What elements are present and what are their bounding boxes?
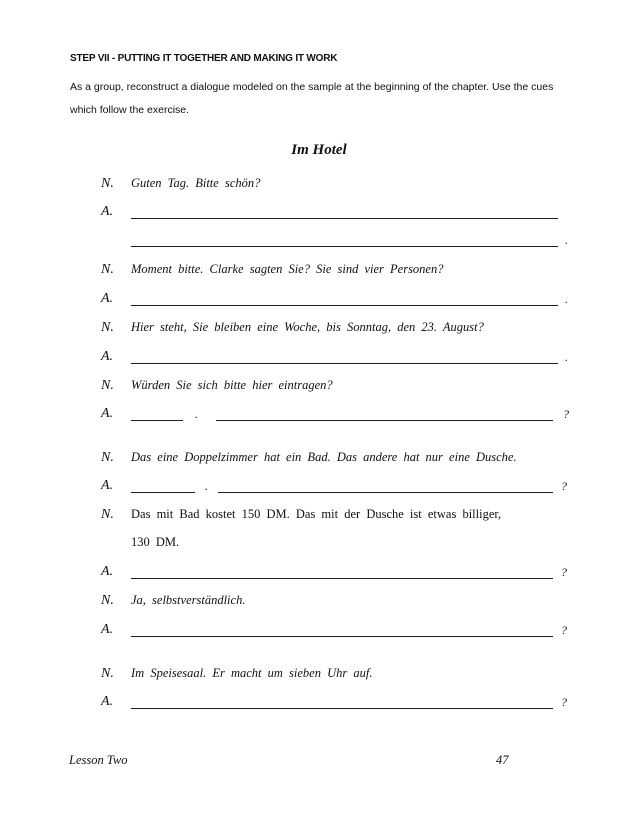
question-mark: ? (561, 565, 567, 579)
n-line-1: Guten Tag. Bitte schön? (131, 176, 261, 190)
speaker-n-label: N. (101, 320, 114, 335)
dialogue-row-a3 (101, 349, 581, 367)
answer-blank-line[interactable] (218, 492, 553, 493)
n-line-7: Ja, selbstverständlich. (131, 593, 246, 607)
short-blank-line[interactable] (131, 492, 195, 493)
dialogue-row-a2 (101, 291, 581, 309)
dialogue-row-a1-cont (101, 232, 581, 250)
speaker-a-label: A. (101, 694, 114, 709)
footer-page-number: 47 (496, 753, 509, 767)
answer-blank-line[interactable] (131, 708, 553, 709)
speaker-n-label: N. (101, 378, 114, 393)
short-blank-line[interactable] (131, 420, 183, 421)
question-mark: ? (561, 695, 567, 709)
speaker-n-label: N. (101, 176, 114, 191)
instructions-text: As a group, reconstruct a dialogue modeled on the sample at the beginning of the chapter. Use the cues which follow the exercise. (70, 81, 554, 116)
dialogue-row-n6-cont (101, 535, 581, 553)
dialogue-row-n1 (101, 176, 581, 194)
period-mark: . (565, 350, 568, 364)
speaker-a-label: A. (101, 564, 114, 579)
period-mark: . (205, 479, 208, 493)
step-title: STEP VII - PUTTING IT TOGETHER AND MAKING IT WORK (70, 53, 338, 64)
period-mark: . (565, 233, 568, 247)
answer-blank-line[interactable] (131, 305, 558, 306)
speaker-a-label: A. (101, 349, 114, 364)
speaker-n-label: N. (101, 450, 114, 465)
question-mark: ? (561, 623, 567, 637)
dialogue-row-a6 (101, 564, 581, 582)
speaker-n-label: N. (101, 666, 114, 681)
speaker-a-label: A. (101, 622, 114, 637)
question-mark: ? (563, 407, 569, 421)
dialogue-row-a1 (101, 204, 581, 222)
answer-blank-line[interactable] (131, 218, 558, 219)
dialogue-title: Im Hotel (291, 142, 347, 158)
n-line-4: Würden Sie sich bitte hier eintragen? (131, 378, 333, 392)
question-mark: ? (561, 479, 567, 493)
dialogue-row-a8 (101, 694, 581, 712)
speaker-a-label: A. (101, 478, 114, 493)
answer-blank-line[interactable] (131, 246, 558, 247)
speaker-a-label: A. (101, 204, 114, 219)
dialogue-row-a5 (101, 478, 581, 496)
dialogue-row-a4 (101, 406, 581, 424)
dialogue-row-n7 (101, 593, 581, 611)
dialogue-row-n3 (101, 320, 581, 338)
n-line-2: Moment bitte. Clarke sagten Sie? Sie sind vier Personen? (131, 262, 444, 276)
dialogue-row-n6 (101, 507, 581, 525)
speaker-n-label: N. (101, 593, 114, 608)
speaker-n-label: N. (101, 262, 114, 277)
n-line-6a: Das mit Bad kostet 150 DM. Das mit der Dusche ist etwas billiger, (131, 507, 502, 521)
dialogue-row-n4 (101, 378, 581, 396)
answer-blank-line[interactable] (131, 636, 553, 637)
answer-blank-line[interactable] (131, 363, 558, 364)
answer-blank-line[interactable] (131, 578, 553, 579)
dialogue-row-a7 (101, 622, 581, 640)
answer-blank-line[interactable] (216, 420, 553, 421)
n-line-3: Hier steht, Sie bleiben eine Woche, bis Sonntag, den 23. August? (131, 320, 484, 334)
period-mark: . (195, 407, 198, 421)
n-line-6b: 130 DM. (131, 535, 180, 549)
dialogue-row-n2 (101, 262, 581, 280)
dialogue-row-n5 (101, 450, 581, 468)
footer-lesson-label: Lesson Two (69, 753, 128, 767)
n-line-5: Das eine Doppelzimmer hat ein Bad. Das andere hat nur eine Dusche. (131, 450, 517, 464)
speaker-a-label: A. (101, 406, 114, 421)
period-mark: . (565, 292, 568, 306)
dialogue-row-n8 (101, 666, 581, 684)
speaker-n-label: N. (101, 507, 114, 522)
n-line-8: Im Speisesaal. Er macht um sieben Uhr auf. (131, 666, 373, 680)
speaker-a-label: A. (101, 291, 114, 306)
